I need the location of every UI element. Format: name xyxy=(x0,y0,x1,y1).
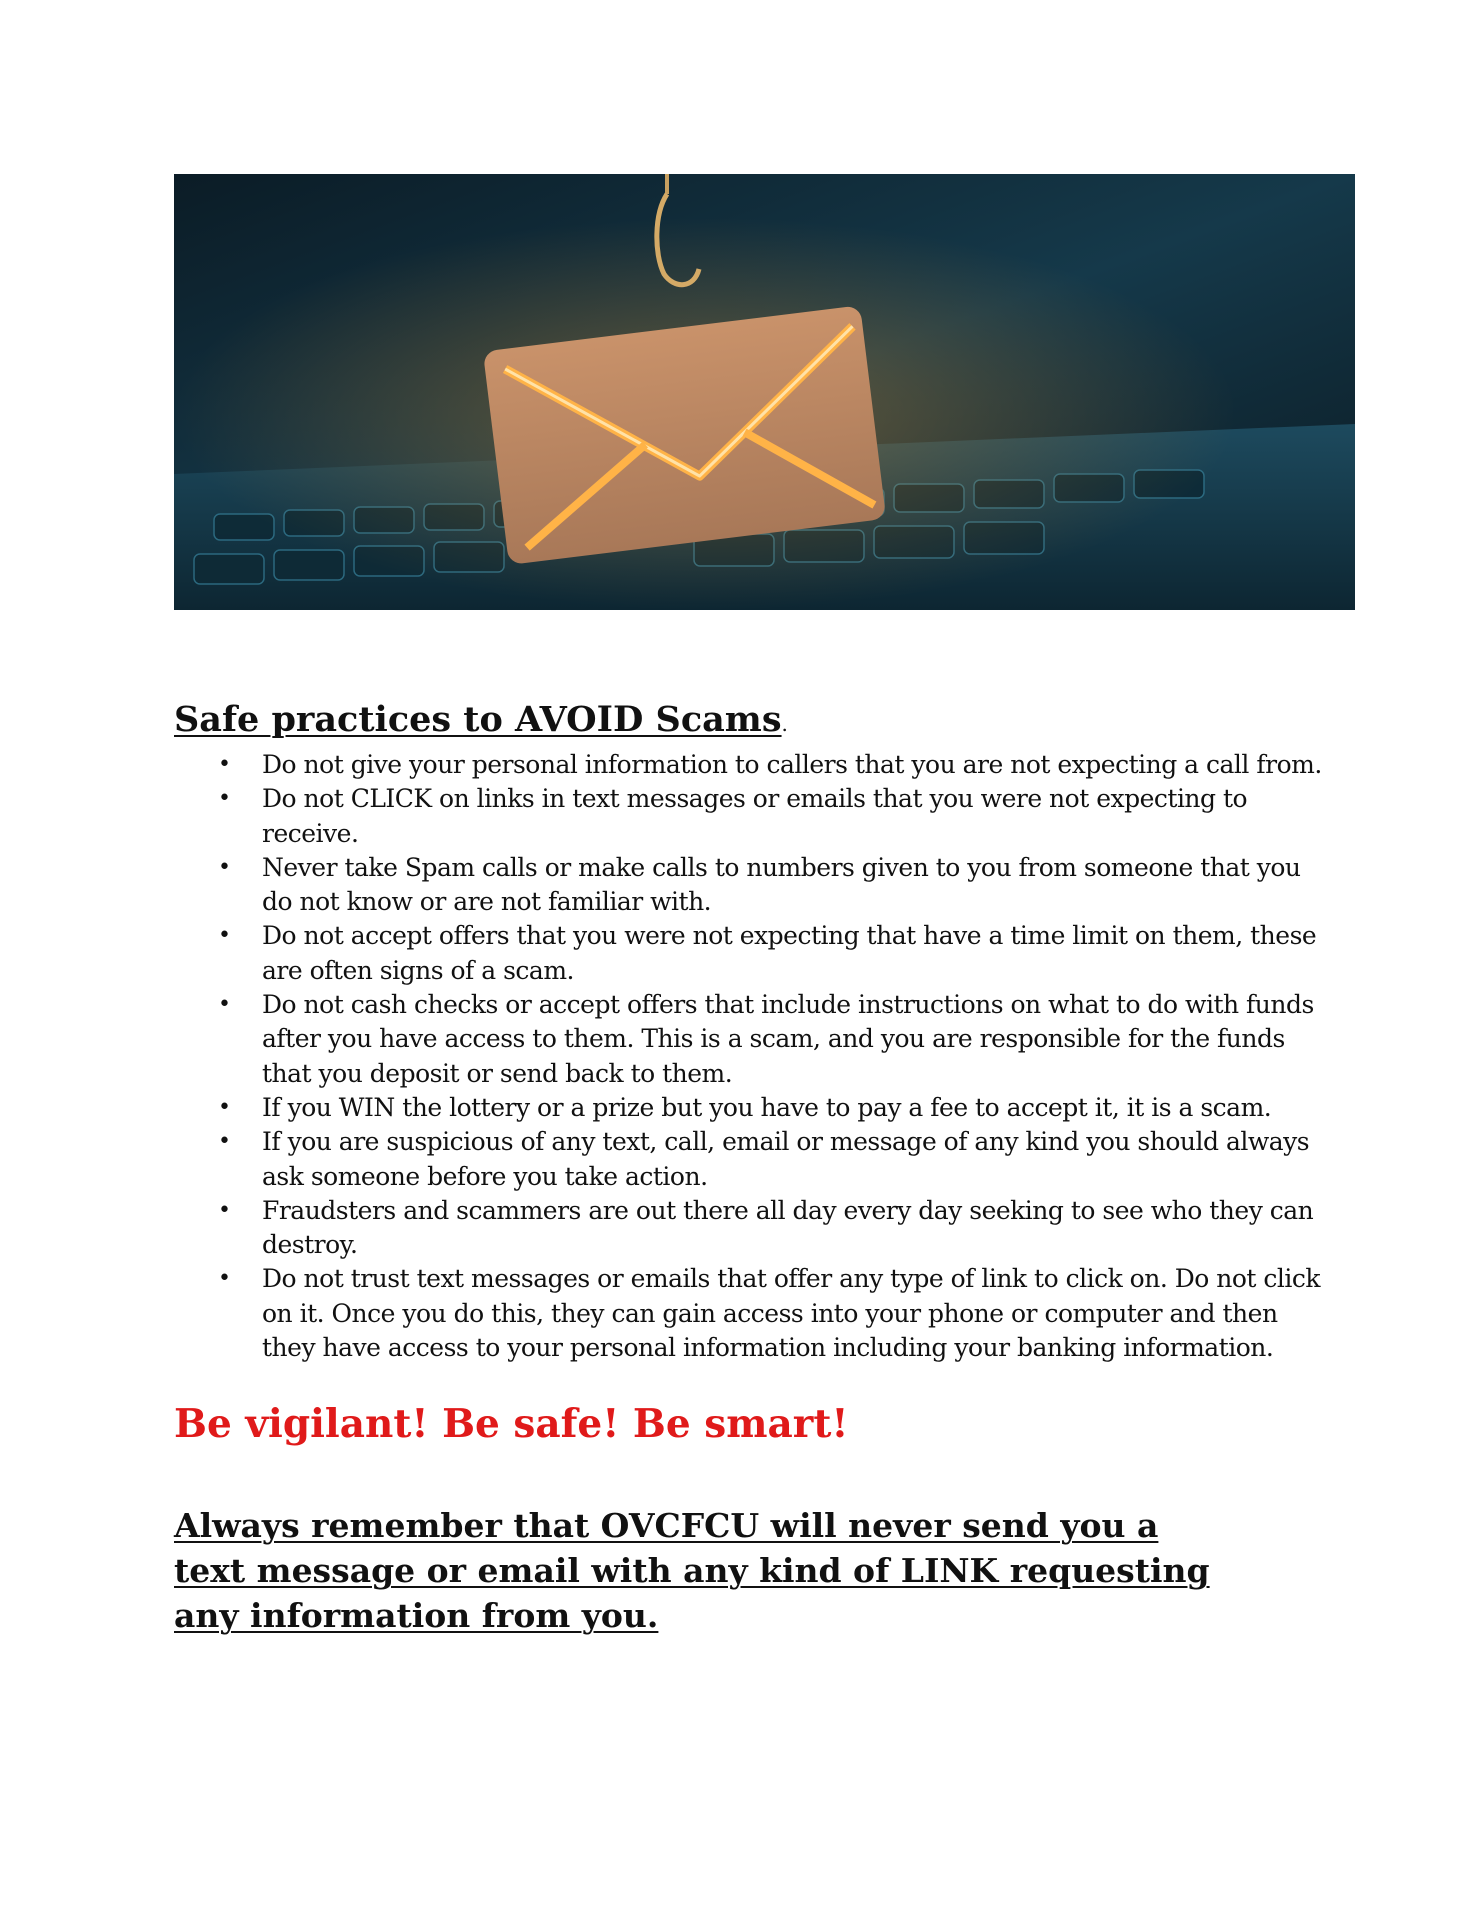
list-item xyxy=(174,1125,1324,1194)
tip-text: Do not accept offers that you were not expecting that have a time limit on them, these are often signs of a scam. xyxy=(262,921,1317,985)
list-item xyxy=(174,919,1324,988)
tip-text: Do not trust text messages or emails that offer any type of link to click on. Do not click on it. Once you do this, they can gain access into your phone or computer and then they have access to your personal information including your banking information. xyxy=(262,1264,1321,1363)
bullet-icon: • xyxy=(218,1266,231,1292)
list-item xyxy=(174,851,1324,920)
bullet-icon: • xyxy=(218,992,231,1018)
tip-text: Fraudsters and scammers are out there all day every day seeking to see who they can destroy. xyxy=(262,1195,1314,1260)
section-title: Safe practices to AVOID Scams xyxy=(174,699,782,740)
document-body xyxy=(174,696,1324,1638)
bullet-icon: • xyxy=(218,854,231,880)
tip-text: Do not give your personal information to callers that you are not expecting a call from. xyxy=(262,750,1322,779)
hero-image xyxy=(174,174,1355,610)
list-item xyxy=(174,748,1324,782)
list-item xyxy=(174,782,1324,851)
tip-text: Do not cash checks or accept offers that include instructions on what to do with funds after you have access to them. This is a scam, and you are responsible for the funds that you deposit or send back to them. xyxy=(262,990,1314,1088)
ovcfcu-reminder: Always remember that OVCFCU will never send you a text message or email with any kind of LINK requesting any information from you. xyxy=(174,1506,1210,1636)
bullet-icon: • xyxy=(218,1197,231,1223)
list-item xyxy=(174,988,1324,1091)
section-title-period: . xyxy=(781,712,788,736)
bullet-icon: • xyxy=(218,786,231,812)
envelope-hook-photo-icon xyxy=(174,174,1355,610)
tip-text: Do not CLICK on links in text messages or emails that you were not expecting to receive. xyxy=(262,784,1248,848)
list-item xyxy=(174,1091,1324,1125)
tips-list xyxy=(174,748,1324,1365)
tip-text: If you are suspicious of any text, call, email or message of any kind you should always ask someone before you take action. xyxy=(262,1127,1310,1191)
vigilant-slogan: Be vigilant! Be safe! Be smart! xyxy=(174,1401,849,1448)
section-heading xyxy=(174,696,1324,748)
bullet-icon: • xyxy=(218,1094,231,1120)
bullet-icon: • xyxy=(218,1129,231,1155)
tip-text: If you WIN the lottery or a prize but you have to pay a fee to accept it, it is a scam. xyxy=(262,1092,1272,1122)
bullet-icon: • xyxy=(218,923,231,949)
list-item xyxy=(174,1194,1324,1263)
list-item xyxy=(174,1262,1324,1365)
tip-text: Never take Spam calls or make calls to numbers given to you from someone that you do not know or are not familiar with. xyxy=(262,852,1301,917)
bullet-icon: • xyxy=(218,752,231,777)
